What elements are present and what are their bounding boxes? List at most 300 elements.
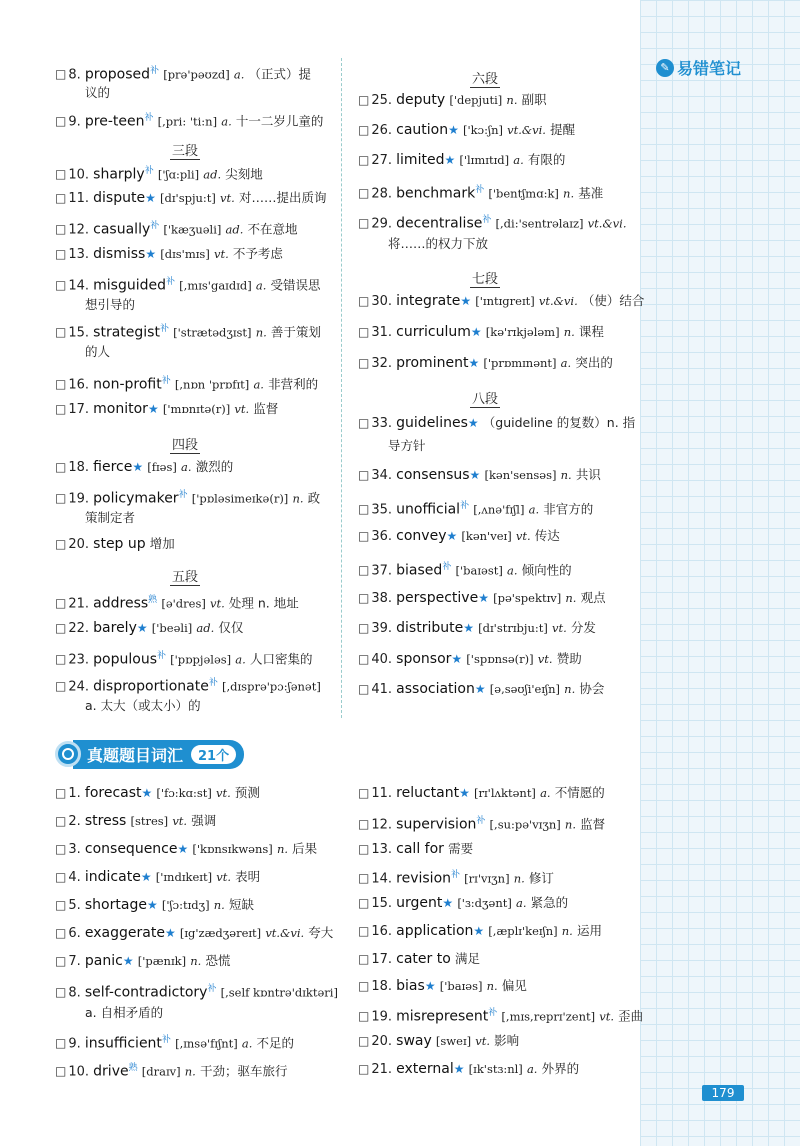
vocab-item [358, 89, 547, 112]
vocab-item [358, 412, 635, 435]
phonetic: [,su:pə'vɪʒn] [489, 817, 561, 832]
star-icon: ★ [147, 402, 159, 416]
vocab-word: application [396, 923, 474, 939]
item-number: 15. [371, 896, 397, 911]
part-of-speech: n. [560, 468, 572, 482]
item-number: 16. [68, 377, 94, 393]
checkbox-icon[interactable]: □ [55, 114, 67, 129]
star-icon: ★ [474, 682, 486, 696]
item-number: 12. [371, 817, 397, 833]
star-icon: ★ [468, 356, 480, 370]
checkbox-icon[interactable]: □ [358, 356, 370, 370]
definition: 监督 [580, 816, 606, 832]
definition: 需要 [448, 841, 474, 856]
phonetic: [kə'rɪkjələm] [485, 325, 560, 339]
checkbox-icon[interactable]: □ [358, 468, 370, 482]
item-number: 11. [371, 786, 397, 801]
phonetic: [ə,səʊʃi'eɪʃn] [489, 682, 561, 696]
item-number: 12. [68, 222, 94, 238]
part-of-speech: ad. [225, 222, 244, 237]
checkbox-icon[interactable]: □ [55, 652, 67, 667]
item-number: 20. [68, 537, 94, 552]
checkbox-icon[interactable]: □ [55, 870, 67, 884]
checkbox-icon[interactable]: □ [358, 93, 370, 107]
phonetic: [prə'pəʊzd] [163, 67, 230, 82]
item-number: 18. [371, 979, 397, 994]
part-of-speech: vt. [234, 402, 250, 416]
star-icon: ★ [448, 123, 459, 137]
item-number: 41. [371, 682, 397, 697]
phonetic: ['kɒnsɪkwəns] [192, 842, 273, 856]
tag-label: 补 [207, 984, 217, 994]
star-icon: ★ [141, 786, 153, 800]
vocab-word: stress [84, 813, 127, 829]
definition-continued: a. 自相矛盾的 [85, 1005, 164, 1020]
checkbox-icon[interactable]: □ [358, 294, 370, 308]
item-number: 9. [68, 1036, 85, 1052]
vocab-word: exaggerate [84, 925, 165, 941]
checkbox-icon[interactable]: □ [55, 67, 67, 82]
phonetic: [ɪg'zædʒəreɪt] [179, 926, 262, 940]
checkbox-icon[interactable]: □ [55, 621, 67, 635]
vocab-word: sharply [93, 166, 145, 183]
checkbox-icon[interactable]: □ [358, 842, 370, 856]
star-icon: ★ [478, 591, 489, 605]
checkbox-icon[interactable]: □ [358, 1034, 370, 1048]
phonetic: [kən'sensəs] [484, 468, 557, 482]
tag-label: 补 [476, 816, 486, 826]
column-divider [341, 58, 342, 718]
star-icon: ★ [451, 652, 463, 666]
star-icon: ★ [453, 1062, 465, 1076]
vocab-word: disproportionate [93, 678, 209, 695]
checkbox-icon[interactable]: □ [55, 491, 67, 506]
item-number: 8. [68, 67, 85, 83]
section-header-label: 五段 [172, 570, 199, 585]
definition: 人口密集的 [249, 651, 313, 667]
star-icon: ★ [145, 191, 156, 205]
tag-label: 补 [166, 277, 176, 287]
part-of-speech: ad. [196, 621, 215, 635]
definition-continued: 想引导的 [85, 297, 136, 312]
definition: 政 [307, 490, 321, 506]
tag-label: 补 [475, 185, 485, 195]
checkbox-icon[interactable]: □ [358, 529, 370, 543]
tag-label: 补 [488, 1008, 498, 1018]
banner-title [73, 740, 244, 769]
vocab-item [55, 617, 243, 640]
checkbox-icon[interactable]: □ [55, 167, 67, 182]
item-number: 32. [371, 356, 397, 371]
item-number: 17. [371, 952, 397, 967]
phonetic: ['kɔ:ʃn] [463, 123, 503, 137]
section-header-label: 四段 [172, 438, 199, 453]
star-icon: ★ [463, 621, 474, 635]
item-number: 38. [371, 591, 397, 606]
vocab-word: association [396, 681, 475, 697]
checkbox-icon[interactable]: □ [55, 954, 67, 968]
checkbox-icon[interactable]: □ [358, 1062, 370, 1076]
vocab-word: revision [396, 870, 452, 887]
vocab-word: misrepresent [396, 1008, 489, 1025]
vocab-item [55, 215, 298, 241]
part-of-speech: vt.&vi. [507, 123, 546, 137]
part-of-speech: ad. [203, 167, 222, 182]
vocab-word: external [396, 1061, 454, 1077]
vocab-item [358, 948, 480, 971]
grid-sidebar [640, 0, 800, 1146]
vocab-item [358, 648, 582, 671]
vocab-word: step up [93, 536, 146, 552]
definition: 课程 [578, 324, 604, 339]
star-icon: ★ [146, 898, 158, 912]
part-of-speech: a. [560, 356, 572, 370]
vocab-word: insufficient [84, 1035, 162, 1052]
star-icon: ★ [446, 529, 458, 543]
item-number: 3. [68, 842, 85, 857]
checkbox-icon[interactable]: □ [55, 1064, 67, 1079]
checkbox-icon[interactable]: □ [55, 460, 67, 474]
item-number: 4. [68, 870, 85, 885]
part-of-speech: vt.&vi. [587, 216, 627, 231]
item-number: 35. [371, 502, 397, 518]
item-number: 22. [68, 621, 94, 636]
phonetic: [pə'spektɪv] [493, 591, 562, 605]
vocab-item [358, 321, 604, 344]
phonetic: [,ʌnə'fɪʃl] [473, 502, 525, 517]
definition: 预测 [234, 785, 260, 800]
vocab-item [358, 587, 606, 610]
phonetic: [,mɪs'gaɪdɪd] [179, 278, 252, 293]
definition: 分发 [570, 620, 596, 635]
part-of-speech: a. [253, 377, 264, 392]
phonetic: ['baɪəst] [455, 563, 503, 578]
part-of-speech: a. [528, 502, 540, 517]
checkbox-icon[interactable]: □ [358, 216, 370, 231]
definition: 影响 [494, 1033, 520, 1048]
definition: 基准 [578, 185, 604, 201]
part-of-speech: vt. [220, 191, 235, 205]
definition: 后果 [292, 841, 318, 856]
phonetic: [,pri: 'ti:n] [157, 114, 218, 129]
checkbox-icon[interactable]: □ [55, 926, 67, 940]
checkbox-icon[interactable]: □ [55, 278, 67, 293]
checkbox-icon[interactable]: □ [358, 416, 370, 430]
vocab-item [55, 243, 283, 266]
vocab-word: barely [93, 620, 137, 636]
definition: 不予考虑 [232, 246, 283, 261]
star-icon: ★ [122, 954, 134, 968]
vocab-word: integrate [396, 293, 461, 309]
vocab-word: unofficial [396, 501, 461, 518]
vocab-word: self-contradictory [84, 984, 208, 1001]
definition: （guideline 的复数）n. 指 [482, 415, 636, 430]
definition: 倾向性的 [521, 562, 572, 578]
vocab-item [358, 209, 627, 235]
tag-label: 补 [159, 324, 169, 334]
vocab-item [55, 533, 175, 556]
star-icon: ★ [132, 460, 144, 474]
phonetic: ['ɪntɪgreɪt] [475, 294, 535, 308]
vocab-word: pre-teen [84, 113, 145, 130]
pencil-icon: ✎ [656, 59, 674, 77]
part-of-speech: n. [565, 591, 577, 605]
part-of-speech: vt. [599, 1009, 615, 1024]
vocab-item [55, 950, 230, 973]
part-of-speech: n. [513, 871, 525, 886]
definition: 仅仅 [218, 620, 244, 635]
tag-label: 补 [208, 678, 218, 688]
phonetic: [dɪ'spju:t] [160, 191, 216, 205]
vocab-word: forecast [84, 785, 142, 801]
section-banner [55, 739, 244, 769]
item-number: 27. [371, 153, 397, 168]
vocab-word: limited [396, 152, 445, 168]
vocab-word: prominent [396, 355, 469, 371]
checkbox-icon[interactable]: □ [358, 563, 370, 578]
item-number: 34. [371, 468, 397, 483]
phonetic: ['ɜ:dʒənt] [457, 896, 512, 910]
item-number: 21. [68, 596, 94, 612]
checkbox-icon[interactable]: □ [358, 1009, 370, 1024]
checkbox-icon[interactable]: □ [358, 652, 370, 666]
checkbox-icon[interactable]: □ [55, 325, 67, 340]
phonetic: [dɪs'mɪs] [160, 247, 210, 261]
definition: 恐慌 [205, 953, 231, 968]
part-of-speech: a. [513, 153, 524, 167]
definition: 干劲；驱车旅行 [199, 1063, 288, 1079]
vocab-word: caution [396, 122, 449, 138]
phonetic: [,di:'sentrəlaɪz] [495, 216, 584, 231]
definition: 夸大 [308, 925, 334, 940]
vocab-word: bias [396, 978, 425, 994]
definition-continued: 将……的权力下放 [388, 236, 489, 251]
phonetic: [draɪv] [141, 1064, 181, 1079]
definition: 受错误思 [270, 277, 321, 293]
phonetic: ['spɒnsə(r)] [466, 652, 534, 666]
definition: 传达 [534, 528, 560, 543]
item-number: 21. [371, 1062, 397, 1077]
phonetic: ['lɪmɪtɪd] [459, 153, 510, 167]
vocab-item [55, 1029, 294, 1055]
section-header [470, 268, 500, 287]
phonetic: [sweɪ] [435, 1034, 472, 1048]
vocab-word: call for [396, 841, 444, 857]
checkbox-icon[interactable]: □ [55, 814, 67, 828]
part-of-speech: n. [213, 898, 225, 912]
checkbox-icon[interactable]: □ [358, 896, 370, 910]
vocab-word: populous [93, 651, 157, 668]
item-number: 11. [68, 191, 94, 206]
tag-label: 补 [178, 490, 188, 500]
vocab-item [55, 370, 318, 396]
definition-continued: 策制定者 [85, 510, 136, 525]
checkbox-icon[interactable]: □ [358, 924, 370, 938]
brand-text: 易错笔记 [677, 59, 742, 78]
checkbox-icon[interactable]: □ [55, 377, 67, 392]
checkbox-icon[interactable]: □ [55, 786, 67, 800]
section-header [470, 68, 500, 87]
item-number: 2. [68, 814, 85, 829]
vocab-word: monitor [93, 401, 148, 417]
star-icon: ★ [140, 870, 152, 884]
definition: 增加 [149, 536, 175, 551]
item-number: 14. [68, 278, 94, 294]
checkbox-icon[interactable]: □ [358, 871, 370, 886]
definition: 偏见 [501, 978, 527, 993]
checkbox-icon[interactable]: □ [358, 502, 370, 517]
checkbox-icon[interactable]: □ [358, 325, 370, 339]
phonetic: [ɪk'stɜ:nl] [468, 1062, 523, 1076]
definition: 监督 [253, 401, 279, 416]
vocab-item [358, 149, 565, 172]
item-number: 9. [68, 114, 85, 130]
item-number: 30. [371, 294, 397, 309]
tag-label: 熟 [148, 595, 158, 605]
definition: 短缺 [228, 897, 254, 912]
part-of-speech: n. [184, 1064, 196, 1079]
checkbox-icon[interactable]: □ [55, 679, 67, 694]
definition: 非官方的 [543, 501, 594, 517]
checkbox-icon[interactable]: □ [358, 186, 370, 201]
checkbox-icon[interactable]: □ [55, 222, 67, 237]
checkbox-icon[interactable]: □ [358, 786, 370, 800]
part-of-speech: a. [516, 896, 527, 910]
vocab-word: shortage [84, 897, 147, 913]
vocab-word: decentralise [396, 215, 483, 232]
vocab-item [358, 290, 644, 313]
item-number: 13. [68, 247, 94, 262]
item-number: 24. [68, 679, 94, 695]
part-of-speech: a. [506, 563, 518, 578]
vocab-item [358, 1030, 519, 1053]
phonetic: [,nɒn 'prɒfɪt] [174, 377, 250, 392]
checkbox-icon[interactable]: □ [55, 842, 67, 856]
star-icon: ★ [164, 926, 176, 940]
definition: 表明 [235, 869, 261, 884]
checkbox-icon[interactable]: □ [55, 596, 67, 611]
checkbox-icon[interactable]: □ [358, 817, 370, 832]
phonetic: ['ʃɔ:tɪdʒ] [161, 898, 210, 912]
phonetic: [,mɪs,reprɪ'zent] [501, 1009, 596, 1024]
vocab-item [55, 782, 260, 805]
item-number: 14. [371, 871, 397, 887]
vocab-word: sponsor [396, 651, 452, 667]
part-of-speech: a. [526, 1062, 538, 1076]
vocab-word: consensus [396, 467, 470, 483]
definition: 赞助 [556, 651, 582, 666]
item-number: 25. [371, 93, 397, 108]
part-of-speech: vt. [475, 1034, 491, 1048]
checkbox-icon[interactable]: □ [55, 402, 67, 416]
definition-continued: 导方针 [388, 438, 426, 453]
definition: 十一二岁儿童的 [235, 113, 324, 129]
star-icon: ★ [442, 896, 454, 910]
checkbox-icon[interactable]: □ [358, 621, 370, 635]
vocab-item [358, 975, 527, 998]
vocab-item [358, 525, 560, 548]
part-of-speech: n. [506, 93, 518, 107]
part-of-speech: vt. [209, 596, 225, 611]
part-of-speech: n. [255, 325, 267, 340]
part-of-speech: vt. [216, 870, 231, 884]
item-number: 28. [371, 186, 397, 202]
part-of-speech: a. [241, 1036, 253, 1051]
checkbox-icon[interactable]: □ [358, 952, 370, 966]
checkbox-icon[interactable]: □ [55, 191, 67, 205]
checkbox-icon[interactable]: □ [55, 1036, 67, 1051]
checkbox-icon[interactable]: □ [55, 985, 67, 1000]
phonetic: [,dɪsprə'pɔ:ʃənət] [222, 679, 321, 694]
part-of-speech: n. [486, 979, 498, 993]
vocab-item [358, 495, 593, 521]
definition-continued: 议的 [85, 85, 111, 100]
item-number: 37. [371, 563, 397, 579]
definition: 对……提出质询 [238, 190, 327, 205]
vocab-item [358, 1002, 643, 1028]
tag-label: 补 [150, 221, 160, 231]
checkbox-icon[interactable]: □ [55, 247, 67, 261]
item-number: 36. [371, 529, 397, 544]
part-of-speech: vt. [551, 621, 567, 635]
checkbox-icon[interactable]: □ [358, 153, 370, 167]
checkbox-icon[interactable]: □ [358, 591, 370, 605]
tag-label: 补 [144, 113, 154, 123]
checkbox-icon[interactable]: □ [358, 979, 370, 993]
vocab-item [358, 464, 601, 487]
vocab-word: curriculum [396, 324, 471, 340]
part-of-speech: vt.&vi. [265, 926, 305, 940]
vocab-item [55, 894, 254, 917]
part-of-speech: a. [540, 786, 551, 800]
part-of-speech: n. [561, 924, 573, 938]
item-number: 1. [68, 786, 85, 801]
vocab-item [55, 645, 312, 671]
part-of-speech: n. [190, 954, 202, 968]
vocab-word: dispute [93, 190, 146, 206]
vocab-item [55, 922, 333, 945]
vocab-word: reluctant [396, 785, 460, 801]
star-icon: ★ [473, 924, 485, 938]
vocab-item [358, 810, 605, 836]
definition: 满足 [454, 951, 480, 966]
checkbox-icon[interactable]: □ [358, 682, 370, 696]
vocab-item [358, 617, 596, 640]
definition: 运用 [576, 923, 602, 938]
definition: 突出的 [575, 355, 613, 370]
vocab-item [358, 920, 602, 943]
checkbox-icon[interactable]: □ [358, 123, 370, 137]
section-header-label: 七段 [472, 272, 499, 287]
checkbox-icon[interactable]: □ [55, 898, 67, 912]
definition: 非营利的 [268, 376, 319, 392]
star-icon: ★ [177, 842, 189, 856]
checkbox-icon[interactable]: □ [55, 537, 67, 551]
definition: 外界的 [541, 1061, 580, 1076]
phonetic: [ə'dres] [161, 596, 206, 611]
phonetic: [kən'veɪ] [461, 529, 512, 543]
item-number: 39. [371, 621, 397, 636]
phonetic: ['kæʒuəli] [163, 222, 222, 237]
vocab-word: misguided [93, 277, 167, 294]
tag-label: 补 [460, 501, 470, 511]
phonetic: ['pænɪk] [137, 954, 187, 968]
definition-continued: 的人 [85, 344, 111, 359]
brand-label [656, 56, 741, 79]
vocab-item [55, 160, 263, 186]
star-icon: ★ [470, 325, 482, 339]
definition: 强调 [191, 813, 217, 828]
